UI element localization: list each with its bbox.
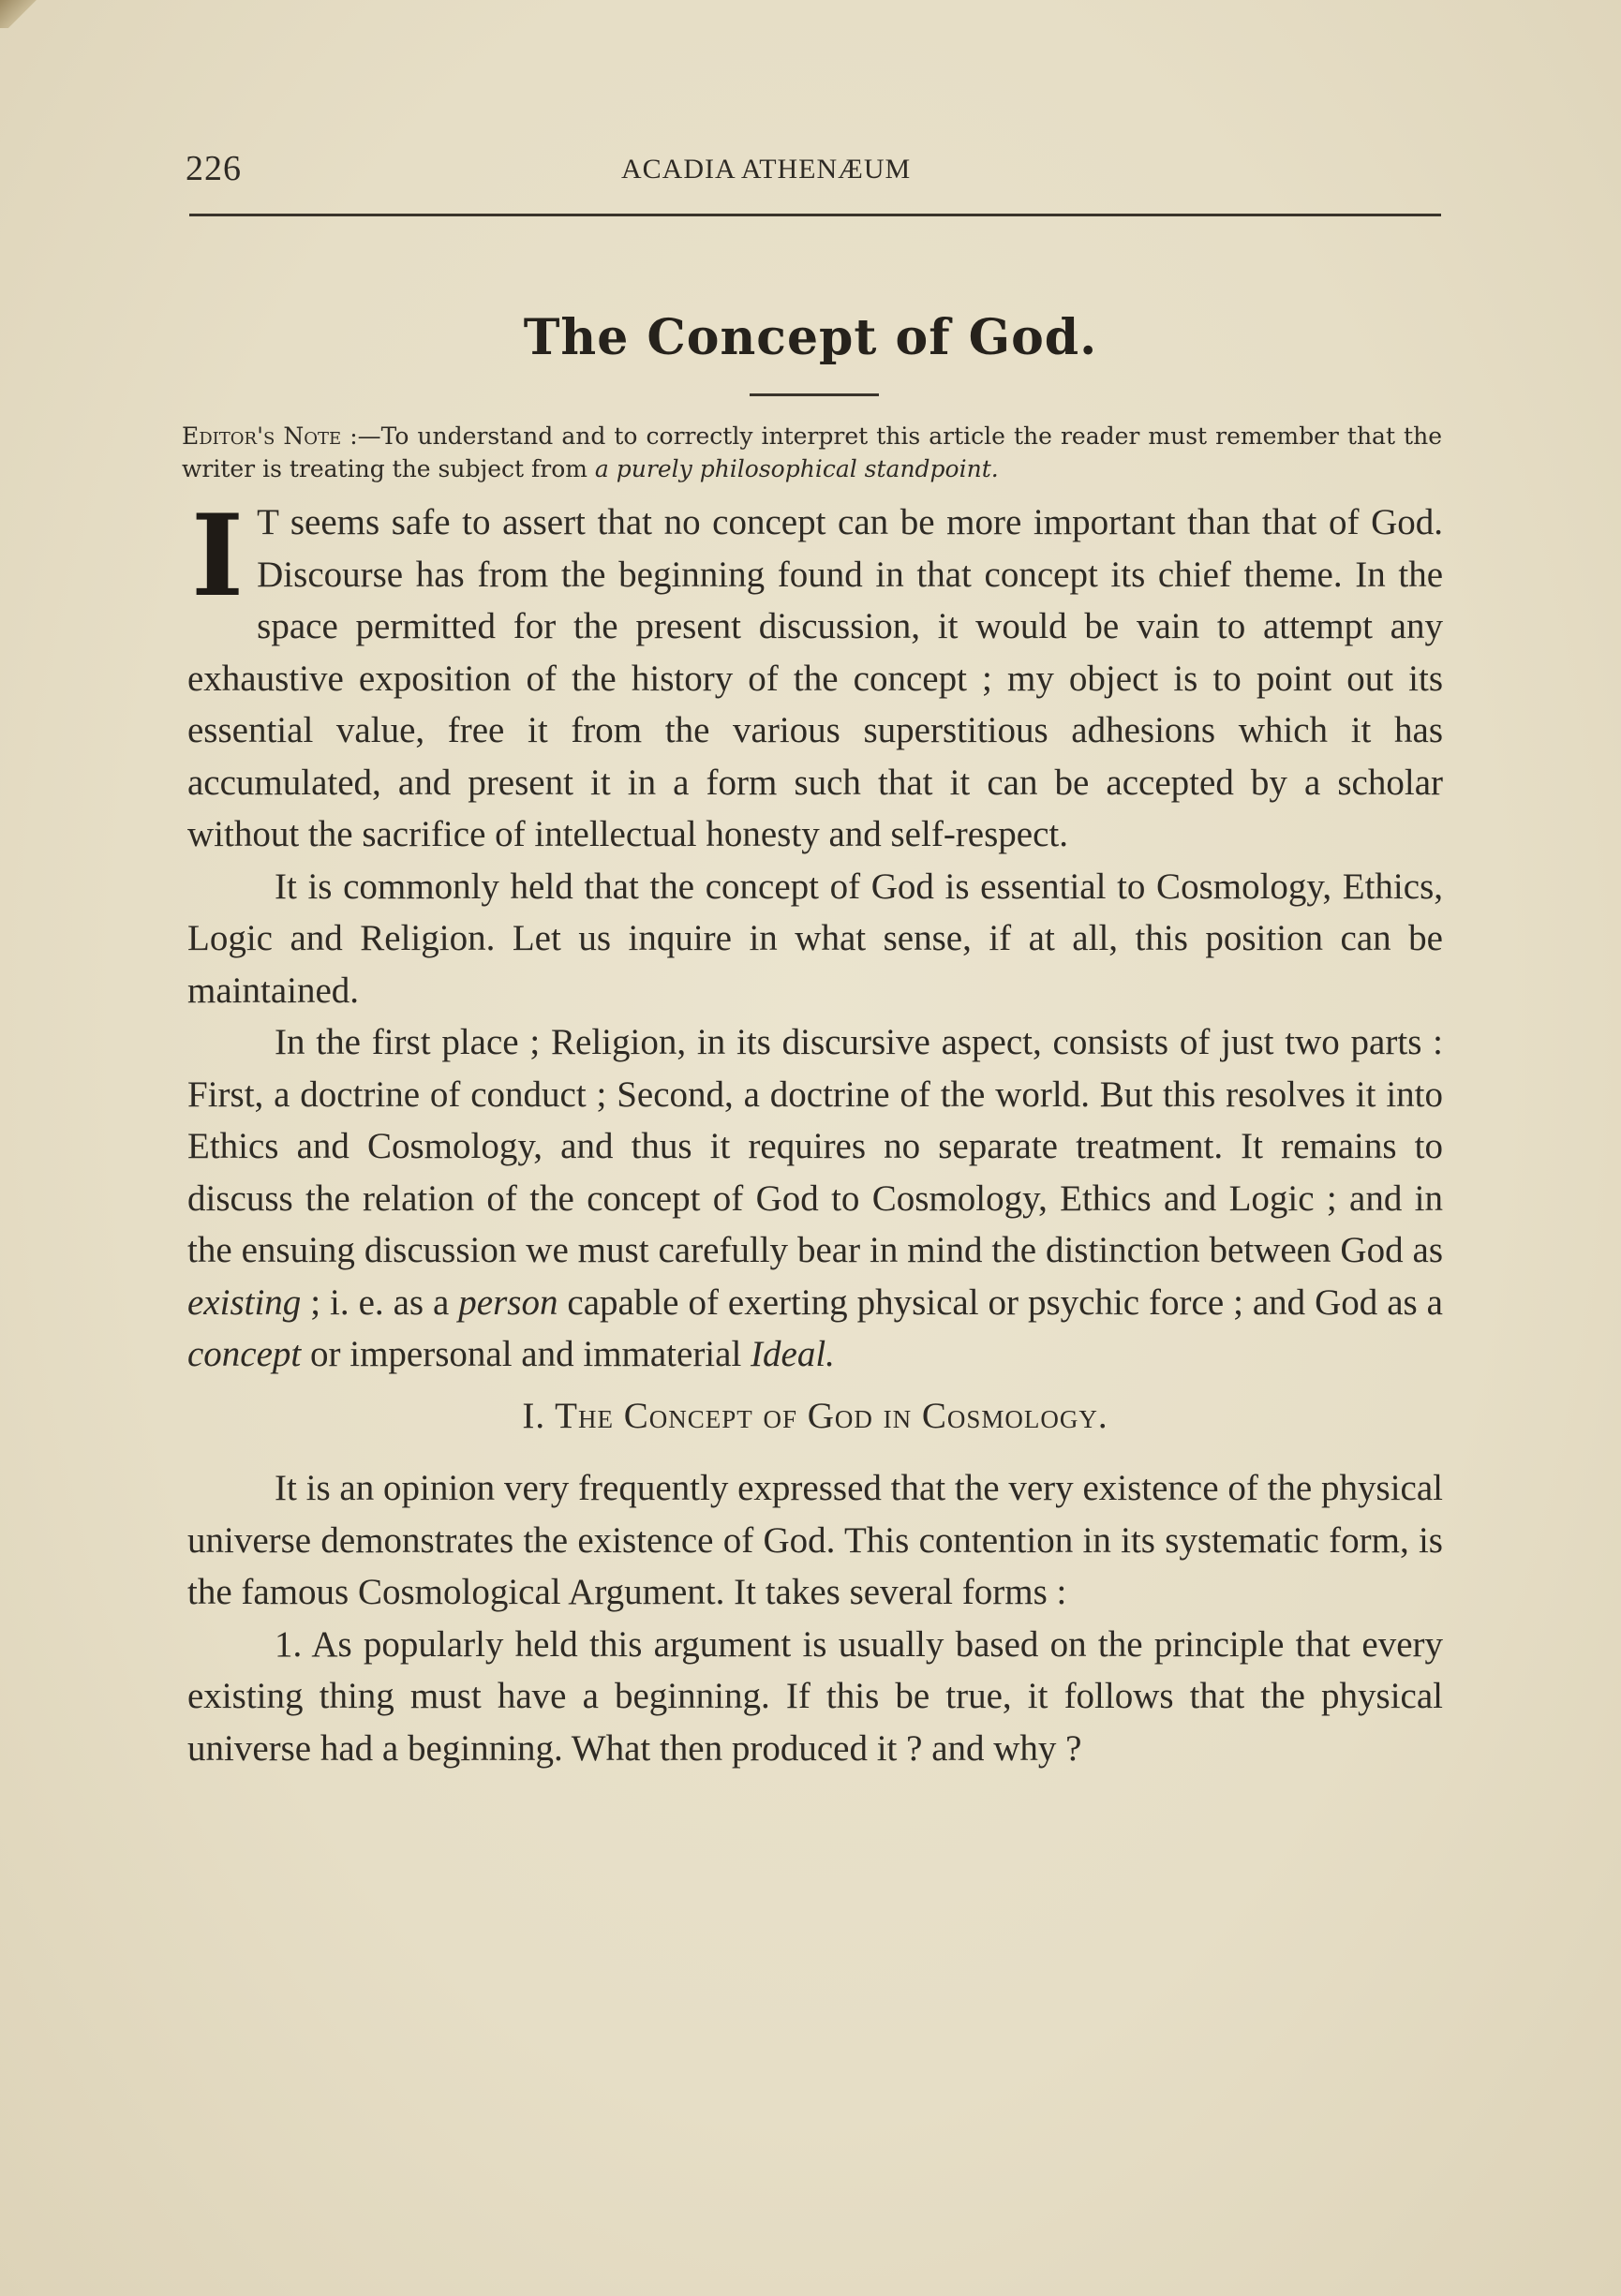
editors-note-emphasis: a purely philosophical standpoint. (594, 455, 999, 482)
paragraph-3-text-2: ; i. e. as a (301, 1281, 459, 1323)
paragraph-2: It is commonly held that the concept of God is essential to Cosmology, Ethics, Logic and Religion. Let us inquire in what sense, if at all, this position can be maintained. (187, 866, 1443, 1011)
editors-note-text: :—To understand and to correctly interpret this article the reader must remember that the writer is treating the subject from (182, 422, 1442, 482)
drop-cap: I (191, 490, 245, 622)
paragraph-3 (187, 1016, 1443, 1381)
page-corner-fold (0, 0, 37, 28)
paragraph-3-text-1: In the first place ; Religion, in its discursive aspect, consists of just two parts : First, a doctrine of conduct ; Second, a doctrine of the world. But this resolves it into Ethics and Cosmology, and thus it requires no separate treatment. It remains to discuss the relation of the concept of God to Cosmology, Ethics and Logic ; and in the ensuing discussion we must carefully bear in mind the distinction between God as (187, 1022, 1443, 1270)
article-title: The Concept of God. (523, 309, 1098, 366)
paragraph-3-em-concept: concept (187, 1334, 302, 1374)
paragraph-3-text-4: or impersonal and immaterial (301, 1334, 751, 1374)
editors-note-label: Editor's Note (182, 422, 342, 450)
article-body (187, 490, 1443, 1774)
page-header (186, 148, 1441, 195)
paragraph-5: 1. As popularly held this argument is usually based on the principle that every existing thing must have a beginning. If this be true, it follows that the physical universe had a beginning. What then produced it ? and why ? (187, 1623, 1443, 1769)
page-number: 226 (186, 149, 242, 188)
paragraph-1 (187, 490, 1443, 861)
header-divider (189, 214, 1441, 216)
running-head: ACADIA ATHENÆUM (621, 154, 912, 185)
paragraph-3-em-person: person (458, 1281, 558, 1323)
paragraph-3-em-ideal: Ideal. (751, 1334, 835, 1374)
editors-note (182, 420, 1442, 485)
paragraph-4: It is an opinion very frequently expressed that the very existence of the physical universe demonstrates the existence of God. This contention in its systematic form, is the famous Cosmological Argument. It takes several forms : (187, 1468, 1443, 1612)
paragraph-3-text-3: capable of exerting physical or psychic force ; and God as a (558, 1281, 1443, 1323)
title-divider (750, 393, 879, 396)
section-heading: I. The Concept of God in Cosmology. (522, 1395, 1108, 1436)
paragraph-3-em-existing: existing (187, 1281, 302, 1323)
paragraph-1-text: T seems safe to assert that no concept can be more important than that of God. Discourse has from the beginning found in that concept its chief theme. In the space permitted for the present discussion, it would be vain to attempt any exhaustive exposition of the history of the concept ; my object is to point out its essential value, free it from the various superstitious adhesions which it has accumulated, and present it in a form such that it can be accepted by a scholar without the sacrifice of intellectual honesty and self-respect. (187, 502, 1443, 854)
